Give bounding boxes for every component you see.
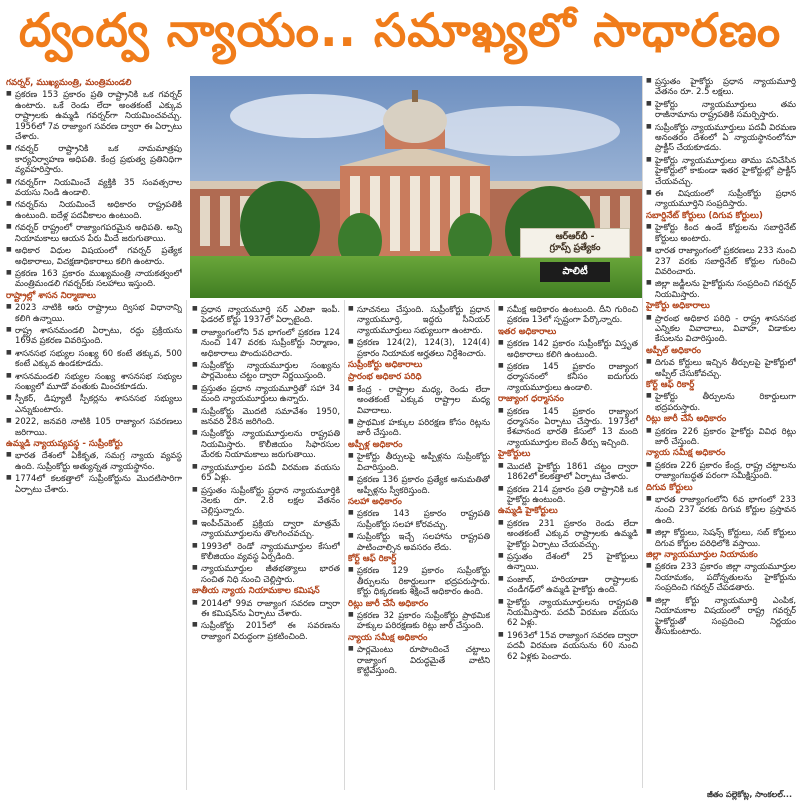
paragraph: ■ 2014లో 99వ రాజ్యాంగ సవరణ ద్వారా ఈ కమిషన్‌ను ఏర్పాటు చేశారు.	[192, 598, 340, 619]
subhead: ఇతర అధికారాలు	[498, 326, 557, 337]
subhead: హైకోర్టులు	[498, 449, 531, 460]
subhead: రాజ్యాంగ ధర్మాసనం	[498, 394, 564, 405]
author-byline: జీతం పల్లెకోట్ల, సాంకలల్...	[640, 790, 792, 804]
paragraph: ■ జిల్లా కోర్టు న్యాయమూర్తి ఎంపిక, నియామకాల విషయంలో రాష్ట్ర గవర్నర్ హైకోర్టుతో సంప్రదించి నిర్ణయం తీసుకుంటారు.	[646, 595, 796, 637]
subhead: ఉమ్మడి హైకోర్టులు	[498, 506, 558, 517]
subhead: రిట్లు జారీ చేసే అధికారం	[646, 414, 727, 425]
paragraph: ■ ప్రకరణ 142 ప్రకారం సుప్రీంకోర్టు విస్తృత అధికారాలు కలిగి ఉంటుంది.	[498, 338, 638, 359]
paragraph: ■ సుప్రీంకోర్టు న్యాయమూర్తుల సంఖ్యను పార్లమెంటు చట్టం ద్వారా నిర్ణయిస్తుంది.	[192, 360, 340, 381]
column-5	[646, 76, 796, 788]
paragraph: ■ హైకోర్టు కింద ఉండే కోర్టులను సబార్డినేట్ కోర్టులు అంటారు.	[646, 222, 796, 243]
subhead: ప్రారంభ అధికార పరిధి	[348, 372, 422, 383]
paragraph: ■ దిగువ కోర్టులు ఇచ్చిన తీర్పులపై హైకోర్టులో అప్పీల్ చేసుకోవచ్చు.	[646, 357, 796, 378]
subhead: గవర్నర్, ముఖ్యమంత్రి, మంత్రిమండలి	[6, 78, 132, 88]
paragraph: ■ గవర్నర్‌ను నియమించే అధికారం రాష్ట్రపతికి ఉంటుంది. ఐదేళ్ల పదవీకాలం ఉంటుంది.	[6, 199, 182, 220]
column-3	[348, 304, 490, 788]
paragraph: ■ జిల్లా కోర్టులు, సెషన్స్ కోర్టులు, సబ్ కోర్టులు దిగువ కోర్టుల పరిధిలోకి వస్తాయి.	[646, 527, 796, 548]
paragraph: ■ హైకోర్టు న్యాయమూర్తులు తమ రాజీనామాను రాష్ట్రపతికి సమర్పిస్తారు.	[646, 99, 796, 120]
column-1	[6, 76, 182, 788]
paragraph: ■ ప్రస్తుతం దేశంలో 25 హైకోర్టులు ఉన్నాయి.	[498, 551, 638, 572]
paragraph: ■ రాజ్యాంగంలోని 5వ భాగంలో ప్రకరణ 124 నుంచి 147 వరకు సుప్రీంకోర్టు నిర్మాణం, అధికారాలు పొందుపరిచారు.	[192, 327, 340, 358]
column-2	[192, 304, 340, 788]
subhead: సుప్రీంకోర్టు అధికారాలు	[348, 360, 423, 371]
paragraph: ■ సమీక్ష అధికారం ఉంటుంది. దీని గురించి ప్రకరణ 13లో స్పష్టంగా పేర్కొన్నారు.	[498, 304, 638, 325]
paragraph: ■ ప్రస్తుతం ప్రధాన న్యాయమూర్తితో సహా 34 మంది న్యాయమూర్తులు ఉన్నారు.	[192, 383, 340, 404]
paragraph: ■ ప్రకరణ 145 ప్రకారం రాజ్యాంగ ధర్మాసనం ఏర్పాటు చేస్తారు. 1973లో కేశవానంద భారతి కేసులో 13 మంది న్యాయమూర్తుల బెంచ్ తీర్పు ఇచ్చింది.	[498, 406, 638, 448]
paragraph: ■ ప్రస్తుతం సుప్రీంకోర్టు ప్రధాన న్యాయమూర్తికి నెలకు రూ. 2.8 లక్షల వేతనం చెల్లిస్తున్నారు.	[192, 485, 340, 516]
subhead: జాతీయ న్యాయ నియామకాల కమిషన్	[192, 586, 320, 597]
paragraph: ■ ప్రస్తుతం హైకోర్టు ప్రధాన న్యాయమూర్తి వేతనం రూ. 2.5 లక్షలు.	[646, 76, 796, 97]
paragraph: ■ ప్రకరణ 136 ప్రకారం ప్రత్యేక అనుమతితో అప్పీళ్లను స్వీకరిస్తుంది.	[348, 474, 490, 495]
paragraph: ■ ప్రకరణ 129 ప్రకారం సుప్రీంకోర్టు తీర్పులను రికార్డులుగా భద్రపరుస్తారు. కోర్టు ధిక్కరణకు శిక్షించే అధికారం ఉంది.	[348, 565, 490, 596]
paragraph: ■ ప్రకరణ 226 ప్రకారం హైకోర్టు వివిధ రిట్లు జారీ చేస్తుంది.	[646, 426, 796, 447]
paragraph: ■ మొదటి హైకోర్టు 1861 చట్టం ద్వారా 1862లో కలకత్తాలో ఏర్పాటు చేశారు.	[498, 461, 638, 482]
paragraph: ■ స్పీకర్, డిప్యూటీ స్పీకర్లను శాసనసభ సభ్యులు ఎన్నుకుంటారు.	[6, 393, 182, 414]
paragraph: ■ రాష్ట్ర శాసనమండలి ఏర్పాటు, రద్దు ప్రక్రియను 169వ ప్రకరణ వివరిస్తుంది.	[6, 325, 182, 346]
paragraph: ■ పార్లమెంటు రూపొందించే చట్టాలు రాజ్యాంగ విరుద్ధమైతే వాటిని కొట్టివేస్తుంది.	[348, 644, 490, 675]
paragraph: ■ హైకోర్టు తీర్పులను రికార్డులుగా భద్రపరుస్తారు.	[646, 391, 796, 412]
paragraph: ■ 2023 నాటికి ఆరు రాష్ట్రాలు ద్విసభ విధానాన్ని కలిగి ఉన్నాయి.	[6, 302, 182, 323]
subhead: ఉమ్మడి న్యాయవ్యవస్థ - సుప్రీంకోర్టు	[6, 439, 123, 449]
subhead: కోర్ట్ ఆఫ్ రికార్డ్	[646, 379, 695, 390]
column-divider	[642, 76, 643, 788]
paragraph: ■ ప్రకరణ 163 ప్రకారం ముఖ్యమంత్రి నాయకత్వంలో మంత్రిమండలి గవర్నర్‌కు సలహాలు ఇస్తుంది.	[6, 268, 182, 289]
paragraph: ■ ప్రకరణ 143 ప్రకారం రాష్ట్రపతి సుప్రీంకోర్టు సలహా కోరవచ్చు.	[348, 508, 490, 529]
paragraph: ■ ప్రారంభ అధికార పరిధి - రాష్ట్ర శాసనసభ ఎన్నికల వివాదాలు, వివాహ, విడాకుల కేసులను విచారిస్తుంది.	[646, 313, 796, 344]
subhead: హైకోర్టు అధికారాలు	[646, 301, 710, 312]
exam-tag	[520, 228, 630, 258]
subhead: రాష్ట్రాల్లో శాసన నిర్మాణాలు	[6, 290, 96, 301]
subhead: జిల్లా న్యాయమూర్తుల నియామకం	[646, 550, 758, 561]
subhead: సబార్డినేట్ కోర్టులు (దిగువ కోర్టులు)	[646, 210, 763, 221]
subhead: న్యాయ సమీక్ష అధికారం	[646, 448, 726, 459]
subhead: సలహా అధికారం	[348, 496, 402, 507]
paragraph: ■ హైకోర్టు న్యాయమూర్తులు తాము పనిచేసిన హైకోర్టులో కాకుండా ఇతర హైకోర్టుల్లో ప్రాక్టీస్ చేయవచ్చు.	[646, 155, 796, 186]
column-divider	[186, 300, 187, 790]
paragraph: ■ జిల్లా జడ్జీలను హైకోర్టును సంప్రదించి గవర్నర్ నియమిస్తారు.	[646, 278, 796, 299]
exam-tag-line2: గ్రూప్స్ ప్రత్యేకం	[549, 243, 601, 253]
paragraph: ■ ఇంపీచ్‌మెంట్ ప్రక్రియ ద్వారా మాత్రమే న్యాయమూర్తులను తొలగించవచ్చు.	[192, 518, 340, 539]
column-divider	[344, 300, 345, 790]
paragraph: ■ సుప్రీంకోర్టు ఇచ్చే సలహాను రాష్ట్రపతి పాటించాల్సిన అవసరం లేదు.	[348, 531, 490, 552]
paragraph: ■ 2022, జనవరి నాటికి 105 రాజ్యాంగ సవరణలు జరిగాయి.	[6, 416, 182, 437]
paragraph: ■ భారత రాజ్యాంగంలో ప్రకరణలు 233 నుంచి 237 వరకు సబార్డినేట్ కోర్టుల గురించి వివరించారు.	[646, 245, 796, 276]
paragraph: ■ సుప్రీంకోర్టు న్యాయమూర్తులను రాష్ట్రపతి నియమిస్తారు. కొలీజియం సిఫారసుల మేరకు నియామకాలు జరుగుతాయి.	[192, 428, 340, 459]
paragraph: ■ హైకోర్టు న్యాయమూర్తులను రాష్ట్రపతి నియమిస్తారు. పదవీ విరమణ వయసు 62 ఏళ్లు.	[498, 597, 638, 628]
subhead: న్యాయ సమీక్ష అధికారం	[348, 632, 428, 643]
paragraph: ■ గవర్నర్ రాష్ట్రంలో రాజ్యాంగపరమైన అధిపతి. అన్ని నియామకాలు ఆయన పేరు మీదే జరుగుతాయి.	[6, 222, 182, 243]
section-tag	[520, 228, 630, 286]
exam-tag-line1: ఆర్‌ఆర్‌బీ -	[555, 232, 595, 242]
paragraph: ■ గవర్నర్ రాష్ట్రానికి ఒక నామమాత్రపు కార్యనిర్వాహణ అధిపతి. కేంద్ర ప్రభుత్వ ప్రతినిధిగా వ్యవహరిస్తారు.	[6, 143, 182, 174]
column-divider	[494, 300, 495, 790]
paragraph: ■ ఈ విషయంలో సుప్రీంకోర్టు ప్రధాన న్యాయమూర్తిని సంప్రదిస్తారు.	[646, 188, 796, 209]
paragraph: ■ ప్రకరణ 214 ప్రకారం ప్రతి రాష్ట్రానికి ఒక హైకోర్టు ఉంటుంది.	[498, 484, 638, 505]
paragraph: ■ న్యాయమూర్తుల జీతభత్యాలు భారత సంచిత నిధి నుంచి చెల్లిస్తారు.	[192, 563, 340, 584]
category-badge: పాలిటీ	[540, 262, 610, 282]
paragraph: ■ పంజాబ్, హరియాణా రాష్ట్రాలకు చండీగఢ్‌లో ఉమ్మడి హైకోర్టు ఉంది.	[498, 574, 638, 595]
paragraph: ■ ప్రకరణ 231 ప్రకారం రెండు లేదా అంతకంటే ఎక్కువ రాష్ట్రాలకు ఉమ్మడి హైకోర్టు ఏర్పాటు చేయవచ్చు.	[498, 518, 638, 549]
paragraph: ■ ప్రకరణ 233 ప్రకారం జిల్లా న్యాయమూర్తుల నియామకం, పదోన్నతులను హైకోర్టును సంప్రదించి గవర్నర్ చేపడతారు.	[646, 561, 796, 592]
paragraph: ■ 1963లో 15వ రాజ్యాంగ సవరణ ద్వారా పదవీ విరమణ వయసును 60 నుంచి 62 ఏళ్లకు పెంచారు.	[498, 630, 638, 661]
paragraph: ■ సుప్రీంకోర్టు మొదటి సమావేశం 1950, జనవరి 28న జరిగింది.	[192, 406, 340, 427]
paragraph: ■ ప్రాథమిక హక్కుల పరిరక్షణ కోసం రిట్లను జారీ చేస్తుంది.	[348, 417, 490, 438]
paragraph: ■ 1993లో రెండో న్యాయమూర్తుల కేసులో కొలీజియం వ్యవస్థ ఏర్పడింది.	[192, 541, 340, 562]
subhead: దిగువ కోర్టులు	[646, 482, 693, 493]
headline: ద్వంద్వ న్యాయం.. సమాఖ్యలో సాధారణం	[18, 3, 782, 57]
subhead: రిట్లు జారీ చేసే అధికారం	[348, 598, 429, 609]
paragraph: ■ గవర్నర్‌గా నియమించే వ్యక్తికి 35 సంవత్సరాల వయసు నిండి ఉండాలి.	[6, 177, 182, 198]
paragraph: ■ సుప్రీంకోర్టు 2015లో ఈ సవరణను రాజ్యాంగ విరుద్ధంగా ప్రకటించింది.	[192, 620, 340, 641]
paragraph: ■ 1774లో కలకత్తాలో సుప్రీంకోర్టును మొదటిసారిగా ఏర్పాటు చేశారు.	[6, 473, 182, 494]
paragraph: ■ హైకోర్టు తీర్పులపై అప్పీళ్లను సుప్రీంకోర్టు విచారిస్తుంది.	[348, 451, 490, 472]
paragraph: ■ శాసనమండలి సభ్యుల సంఖ్య శాసనసభ సభ్యుల సంఖ్యలో మూడో వంతుకు మించకూడదు.	[6, 371, 182, 392]
paragraph: ■ సూచనలు చేస్తుంది. సుప్రీంకోర్టు ప్రధాన న్యాయమూర్తి, ఇద్దరు సీనియర్ న్యాయమూర్తులు సభ్యులుగా ఉంటారు.	[348, 304, 490, 335]
subhead: కోర్ట్ ఆఫ్ రికార్డ్	[348, 553, 397, 564]
paragraph: ■ ప్రకరణ 226 ప్రకారం కేంద్ర, రాష్ట్ర చట్టాలను రాజ్యాంగబద్ధత పరంగా సమీక్షిస్తుంది.	[646, 460, 796, 481]
paragraph: ■ ప్రకరణ 32 ప్రకారం సుప్రీంకోర్టు ప్రాథమిక హక్కుల పరిరక్షణకు రిట్లు జారీ చేస్తుంది.	[348, 610, 490, 631]
paragraph: ■ భారత రాజ్యాంగంలోని 6వ భాగంలో 233 నుంచి 237 వరకు దిగువ కోర్టుల ప్రస్తావన ఉంది.	[646, 494, 796, 525]
subhead: అప్పీళ్ల అధికారం	[348, 439, 403, 450]
paragraph: ■ శాసనసభ సభ్యుల సంఖ్య 60 కంటే తక్కువ, 500 కంటే ఎక్కువ ఉండకూడదు.	[6, 348, 182, 369]
paragraph: ■ కేంద్ర - రాష్ట్రాల మధ్య, రెండు లేదా అంతకంటే ఎక్కువ రాష్ట్రాల మధ్య వివాదాలు.	[348, 384, 490, 415]
paragraph: ■ ప్రకరణ 145 ప్రకారం రాజ్యాంగ ధర్మాసనంలో కనీసం ఐదుగురు న్యాయమూర్తులు ఉండాలి.	[498, 361, 638, 392]
paragraph: ■ ప్రకరణ 124(2), 124(3), 124(4) ప్రకారం నియామక అర్హతలు నిర్దేశించారు.	[348, 337, 490, 358]
paragraph: ■ భారత దేశంలో ఏకీకృత, సమగ్ర న్యాయ వ్యవస్థ ఉంది. సుప్రీంకోర్టు అత్యున్నత న్యాయస్థానం.	[6, 450, 182, 471]
column-4	[498, 304, 638, 788]
paragraph: ■ ప్రకరణ 153 ప్రకారం ప్రతి రాష్ట్రానికి ఒక గవర్నర్ ఉంటారు. ఒకే రెండు లేదా అంతకంటే ఎక్కువ రాష్ట్రాలకు ఉమ్మడి గవర్నర్‌గా నియమించవచ్చు. 1956లో 7వ రాజ్యాంగ సవరణ ద్వారా ఈ ఏర్పాటు చేశారు.	[6, 89, 182, 141]
paragraph: ■ సుప్రీంకోర్టు న్యాయమూర్తులు పదవీ విరమణ అనంతరం దేశంలో ఏ న్యాయస్థానంలోనూ ప్రాక్టీస్ చేయకూడదు.	[646, 122, 796, 153]
paragraph: ■ అధికార విధుల విషయంలో గవర్నర్ ప్రత్యేక అధికారాలు, విచక్షణాధికారాలు కలిగి ఉంటారు.	[6, 245, 182, 266]
paragraph: ■ న్యాయమూర్తుల పదవీ విరమణ వయసు 65 ఏళ్లు.	[192, 462, 340, 483]
subhead: అప్పీల్ అధికారం	[646, 345, 702, 356]
paragraph: ■ ప్రధాన న్యాయమూర్తి సర్ ఎలిజా ఇంపీ. ఫెడరల్ కోర్టు 1937లో ఏర్పాటైంది.	[192, 304, 340, 325]
